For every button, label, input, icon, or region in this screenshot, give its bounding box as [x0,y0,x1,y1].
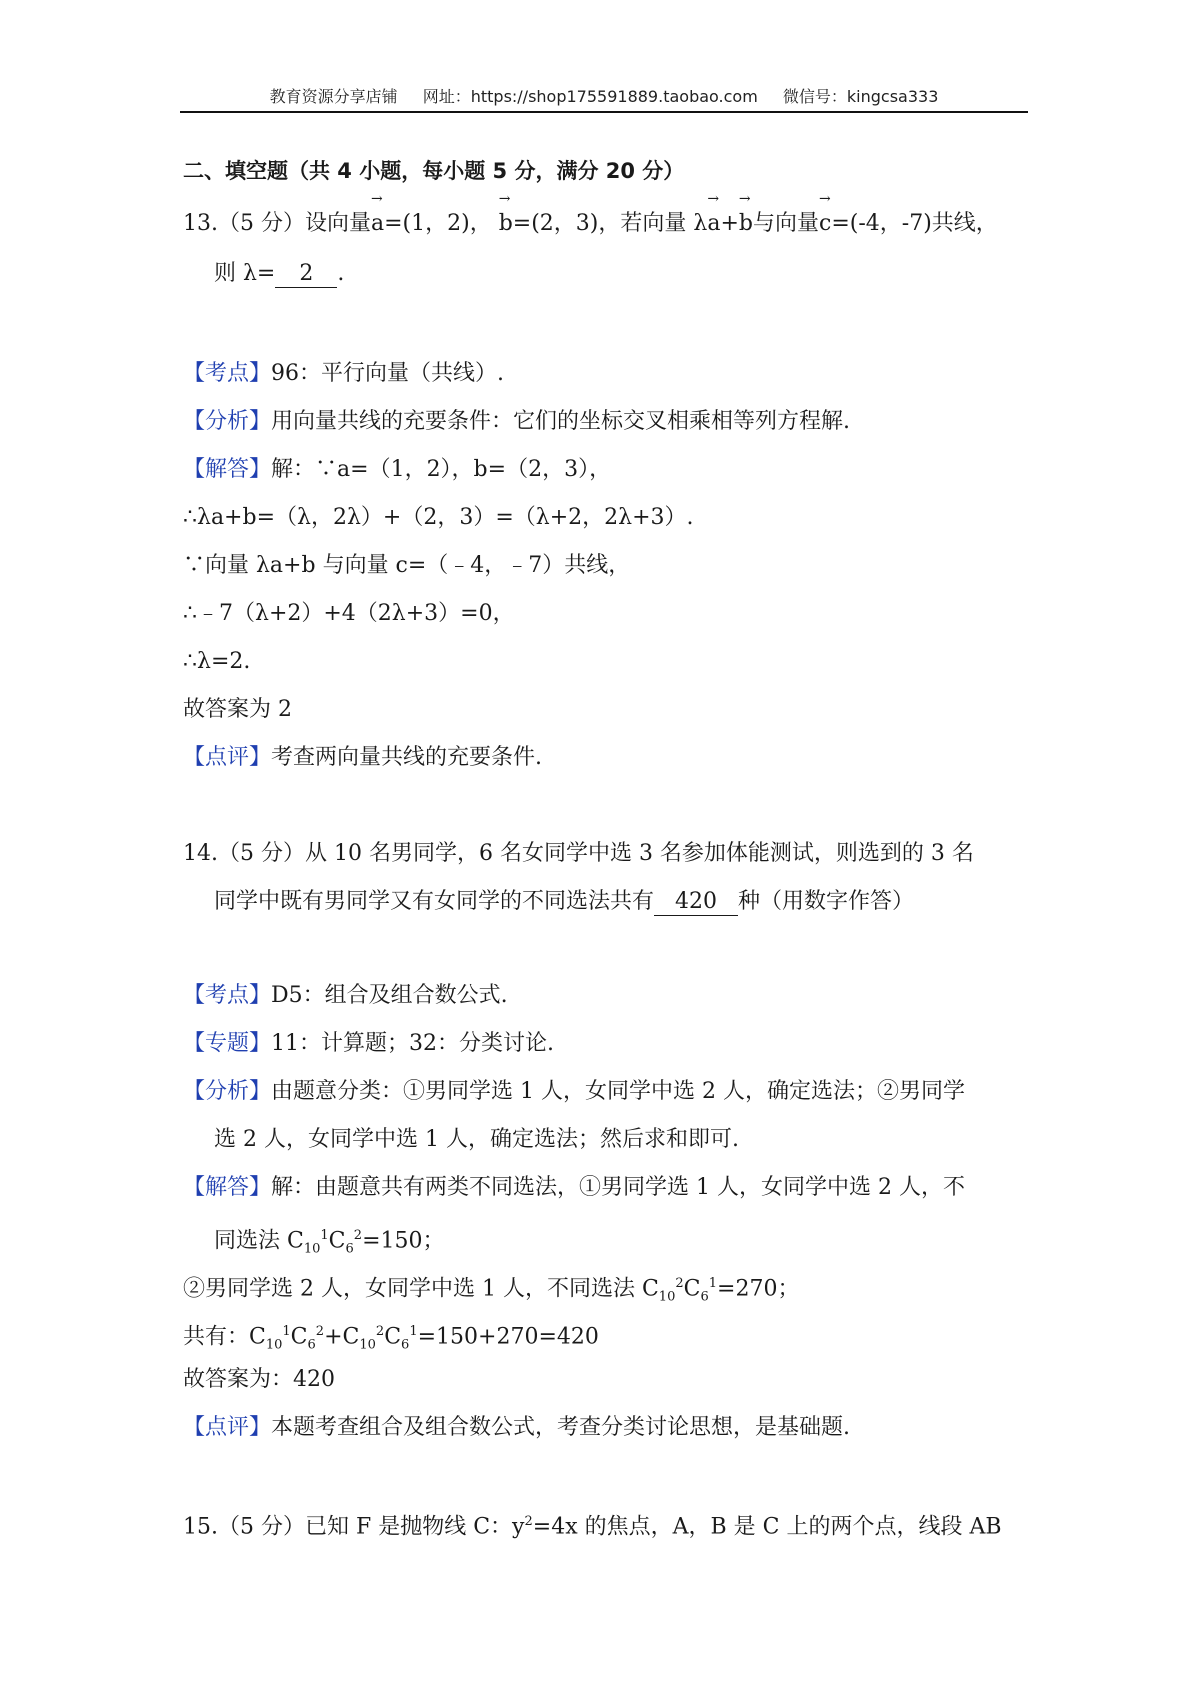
fenxi-tag: 【分析】 [183,1079,272,1104]
section-title: 二、填空题（共 4 小题，每小题 5 分，满分 20 分） [183,159,685,183]
q14-answer-blank: 420 [654,889,738,916]
dianping-tag: 【点评】 [183,745,272,770]
q13-step-1: ∴λa+b=（λ，2λ）+（2，3）=（λ+2，2λ+3）. [183,505,694,530]
q14-stem-cont: 同学中既有男同学又有女同学的不同选法共有 420 种（用数字作答） [214,889,915,914]
q15-stem: 15.（5 分）已知 F 是抛物线 C：$y^2=4x$ 的焦点，A，B 是 C 上的两个点，线段 AB [183,1514,1002,1540]
q13-fenxi: 【分析】用向量共线的充要条件：它们的坐标交叉相乘相等列方程解. [183,409,851,434]
vector-lambda-a: → a [707,208,720,240]
vector-lambda-b: → b [739,208,753,240]
q13-step-2: ∵向量 λa+b 与向量 c=（﹣4，﹣7）共线， [183,553,631,578]
q14-zhuanti: 【专题】11：计算题；32：分类讨论. [183,1031,554,1056]
q13-jieda: 【解答】解：∵a=（1，2），b=（2，3）， [183,457,612,482]
vector-c: → c=(-4，-7) [819,208,932,240]
header-rule [180,111,1028,113]
q14-fenxi: 【分析】由题意分类：①男同学选 1 人，女同学中选 2 人，确定选法；②男同学 [183,1079,965,1104]
q14-dianping: 【点评】本题考查组合及组合数公式，考查分类讨论思想，是基础题. [183,1415,851,1440]
q14-fenxi-cont: 选 2 人，女同学中选 1 人，确定选法；然后求和即可. [214,1127,739,1152]
kaodian-tag: 【考点】 [183,361,272,386]
q14-stem: 14.（5 分）从 10 名男同学，6 名女同学中选 3 名参加体能测试，则选到的 3 名 [183,841,974,866]
vector-b: → b=(2，3) [499,208,599,240]
q14-step-3: 共有：$C_{10}^1C_6^2+C_{10}^2C_6^1=150+270=420$ [183,1324,599,1353]
jieda-tag: 【解答】 [183,1175,272,1200]
q13-step-3: ∴﹣7（λ+2）+4（2λ+3）=0， [183,601,515,626]
shop-name: 教育资源分享店铺 [269,87,398,106]
fenxi-tag: 【分析】 [183,409,272,434]
q14-jieda-cont: 同选法 $C_{10}^1C_6^2=150$； [214,1228,445,1257]
q13-stem: 13.（5 分）设向量→ a=(1，2)， → b=(2，3)，若向量 λ→ a+→ b与向量→ c=(-4，-7)共线， [183,208,998,240]
q13-step-5: 故答案为 2 [183,697,292,722]
shop-url: 网址：https://shop175591889.taobao.com [422,87,758,106]
dianping-tag: 【点评】 [183,1415,272,1440]
zhuanti-tag: 【专题】 [183,1031,272,1056]
kaodian-tag: 【考点】 [183,983,272,1008]
q13-dianping: 【点评】考查两向量共线的充要条件. [183,745,543,770]
jieda-tag: 【解答】 [183,457,272,482]
q13-stem-cont: 则 λ= 2 . [214,261,345,286]
q14-jieda: 【解答】解：由题意共有两类不同选法，①男同学选 1 人，女同学中选 2 人，不 [183,1175,965,1200]
q13-answer-blank: 2 [275,261,337,288]
q14-kaodian: 【考点】D5：组合及组合数公式. [183,983,508,1008]
vector-a: → a=(1，2)， [371,208,492,240]
q13-kaodian: 【考点】96：平行向量（共线）. [183,361,505,386]
q14-step-2: ②男同学选 2 人，女同学中选 1 人，不同选法 $C_{10}^2C_6^1=270$； [183,1276,800,1305]
q13-step-4: ∴λ=2. [183,649,251,674]
page-header [180,84,1028,107]
wechat-id: 微信号：kingcsa333 [782,87,939,106]
q14-step-4: 故答案为：420 [183,1367,335,1392]
